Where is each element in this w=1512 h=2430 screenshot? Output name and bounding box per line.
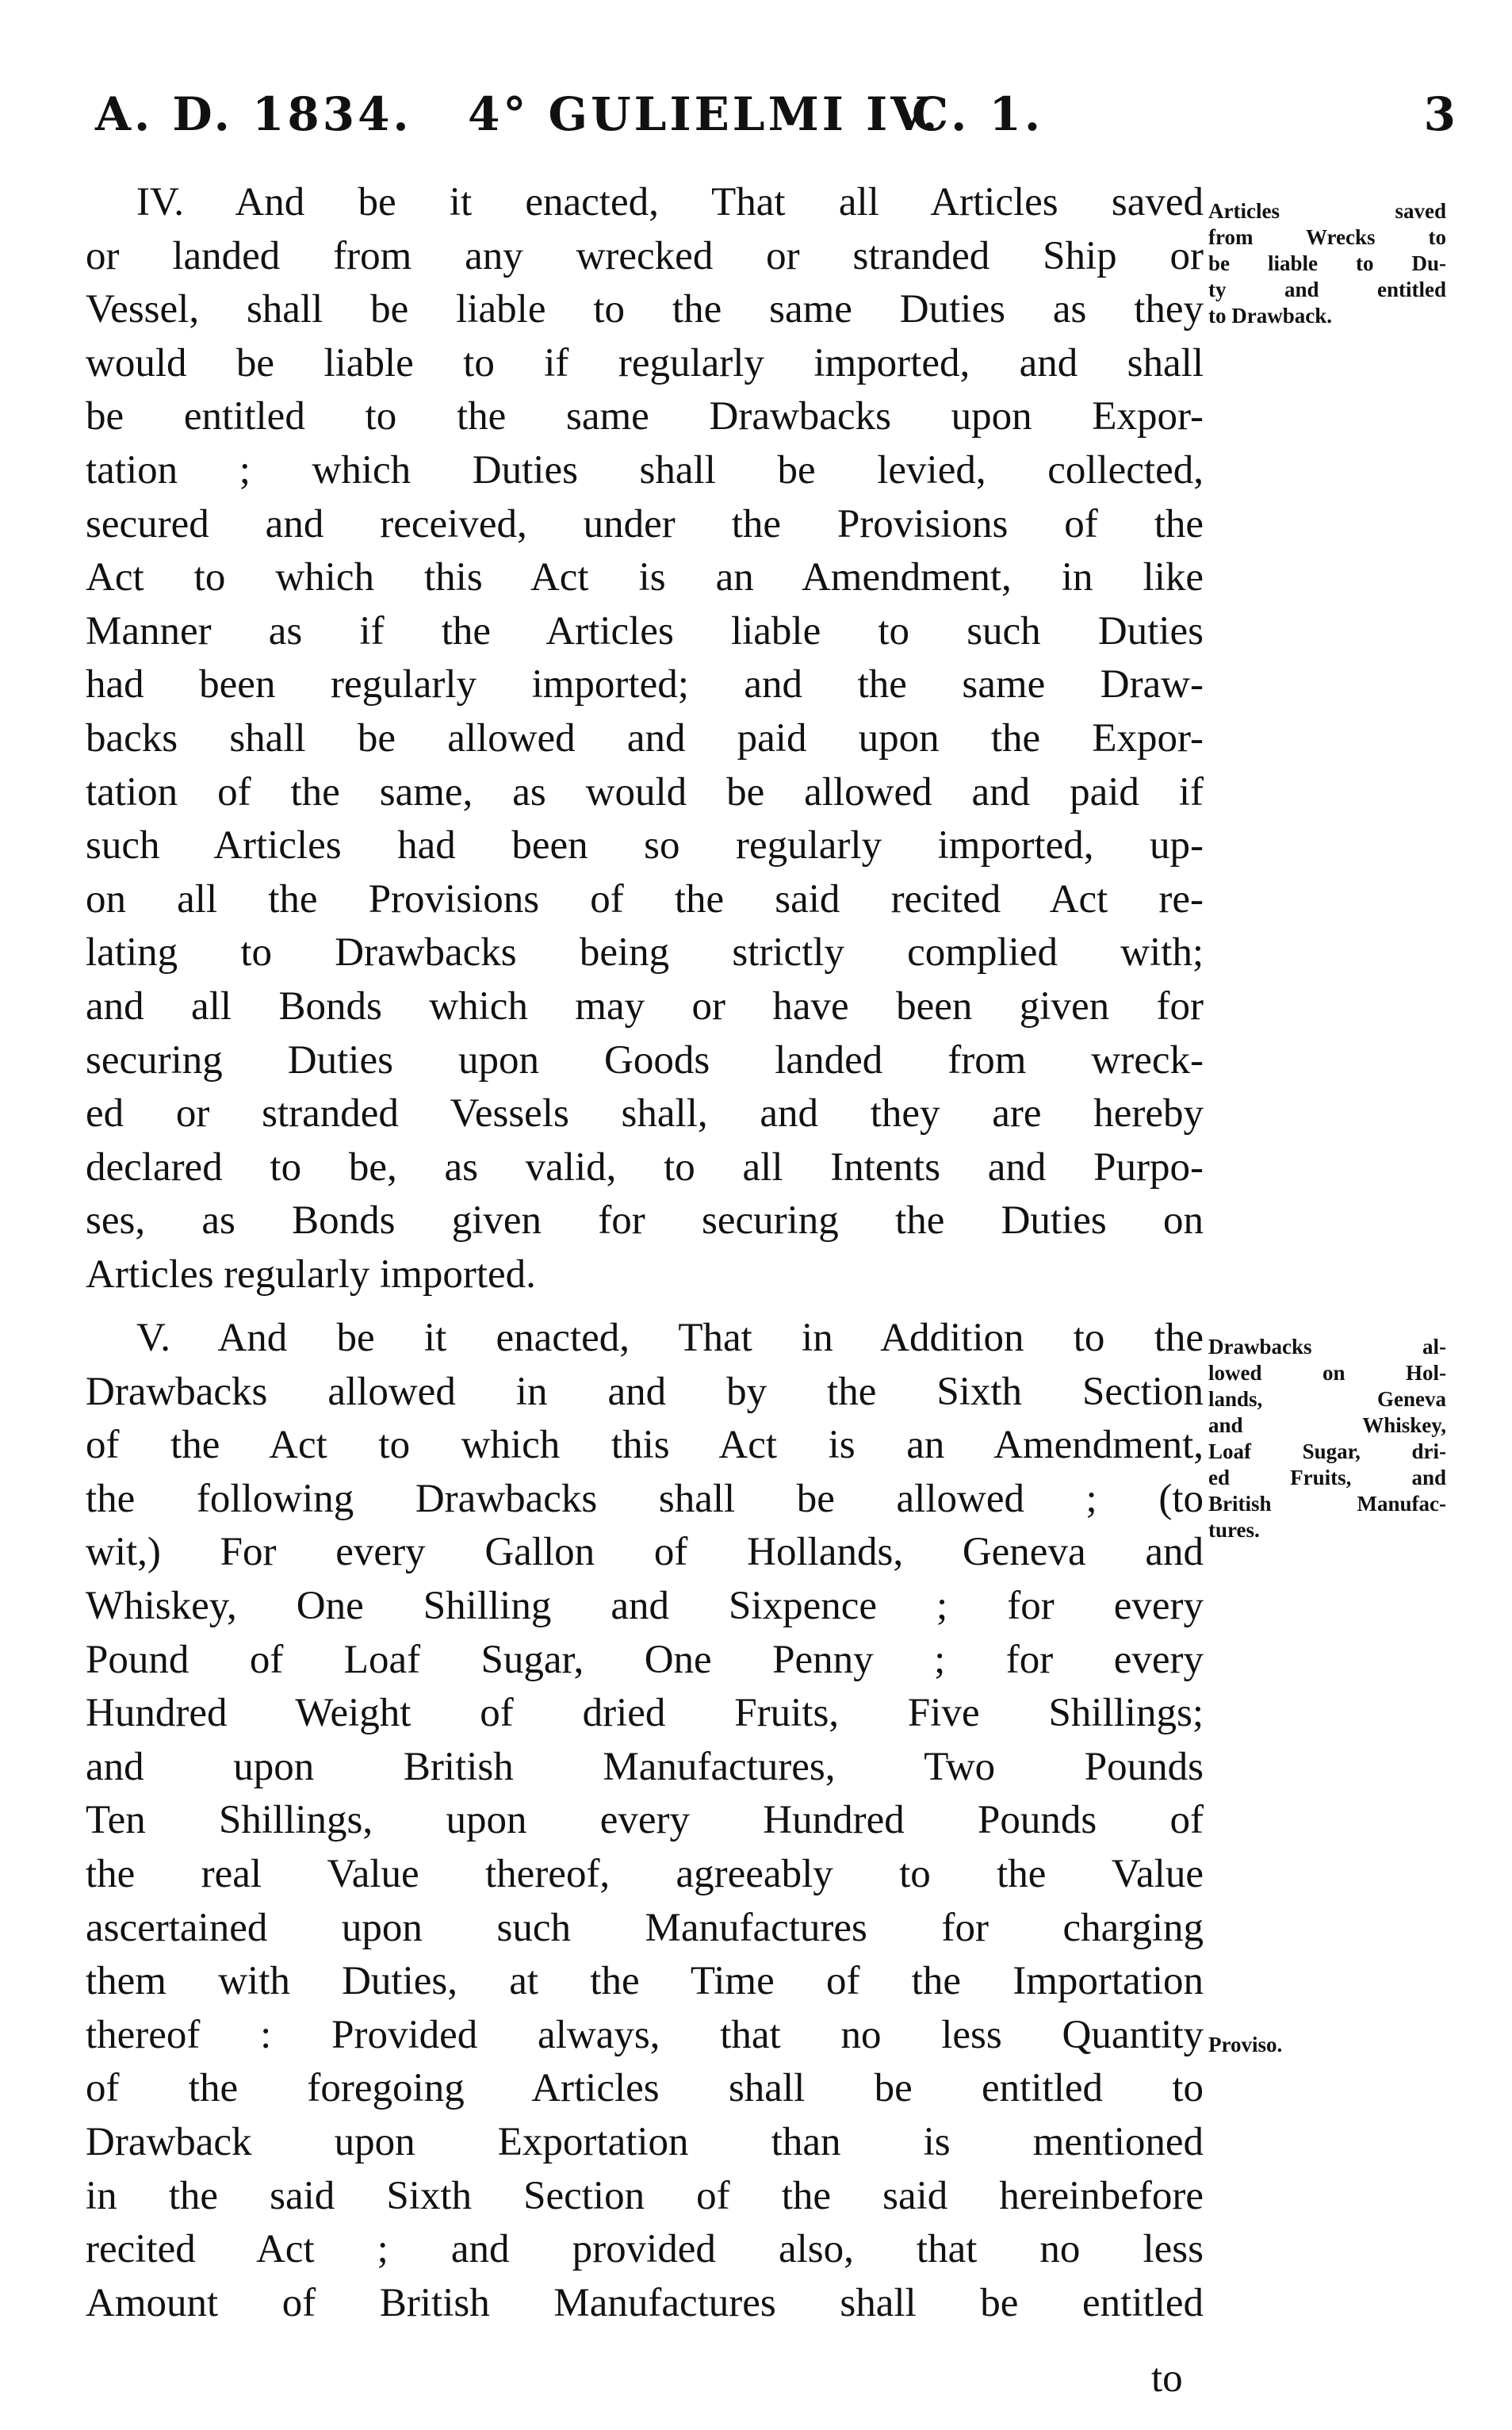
header-year: A. D. 1834. <box>95 87 412 141</box>
text-line: ascertained upon such Manufactures for charging <box>86 1905 1204 1950</box>
margin-note-line: Loaf Sugar, dri- <box>1208 1439 1446 1463</box>
text-line: declared to be, as valid, to all Intents and Purpo- <box>86 1144 1204 1190</box>
text-line: Whiskey, One Shilling and Sixpence ; for every <box>86 1583 1204 1628</box>
text-line: and all Bonds which may or have been given for <box>86 983 1204 1029</box>
margin-note-line: Articles saved <box>1208 199 1446 223</box>
text-line: Manner as if the Articles liable to such Duties <box>86 608 1204 653</box>
text-line: of the Act to which this Act is an Amendment, <box>86 1423 1204 1468</box>
margin-note-line: Proviso. <box>1208 2033 1283 2056</box>
section-iv-text <box>86 176 1204 1301</box>
margin-note-line: ed Fruits, and <box>1208 1466 1446 1489</box>
margin-note-line: lowed on Hol- <box>1208 1361 1446 1385</box>
text-line: thereof : Provided always, that no less Quantity <box>86 2012 1204 2057</box>
margin-note-line: and Whiskey, <box>1208 1413 1446 1437</box>
catchword: to <box>1151 2356 1183 2401</box>
text-line: had been regularly imported; and the same Draw- <box>86 662 1204 707</box>
text-line: them with Duties, at the Time of the Importation <box>86 1959 1204 2004</box>
text-line: Ten Shillings, upon every Hundred Pounds of <box>86 1798 1204 1843</box>
text-line: such Articles had been so regularly imported, up- <box>86 823 1204 868</box>
margin-note-line: lands, Geneva <box>1208 1387 1446 1411</box>
margin-note-line: to Drawback. <box>1208 304 1332 328</box>
margin-note-section-iv <box>1208 198 1446 329</box>
text-line: securing Duties upon Goods landed from wreck- <box>86 1037 1204 1083</box>
text-line: IV. And be it enacted, That all Articles saved <box>136 180 1204 224</box>
text-line: Pound of Loaf Sugar, One Penny ; for every <box>86 1637 1204 1682</box>
margin-note-line: tures. <box>1208 1518 1260 1542</box>
text-line: Articles regularly imported. <box>86 1251 536 1297</box>
header-reign: 4° GULIELMI IV. <box>468 87 941 141</box>
text-line: Drawback upon Exportation than is mentioned <box>86 2119 1204 2164</box>
text-line: be entitled to the same Drawbacks upon Expor- <box>86 394 1204 439</box>
margin-note-proviso <box>1208 2032 1446 2058</box>
text-line: secured and received, under the Provisions of the <box>86 501 1204 546</box>
text-line: recited Act ; and provided also, that no less <box>86 2227 1204 2272</box>
text-line: V. And be it enacted, That in Addition to the <box>136 1316 1204 1360</box>
text-line: would be liable to if regularly imported, and shall <box>86 340 1204 385</box>
text-line: tation of the same, as would be allowed and paid if <box>86 769 1204 814</box>
page-number: 3 <box>1423 87 1459 141</box>
text-line: tation ; which Duties shall be levied, collected, <box>86 447 1204 493</box>
margin-note-section-v <box>1208 1334 1446 1543</box>
text-line: Amount of British Manufactures shall be entitled <box>86 2280 1204 2325</box>
margin-note-line: Drawbacks al- <box>1208 1335 1446 1359</box>
text-line: Hundred Weight of dried Fruits, Five Shillings; <box>86 1691 1204 1736</box>
text-line: in the said Sixth Section of the said hereinbefore <box>86 2173 1204 2218</box>
margin-note-line: ty and entitled <box>1208 278 1446 301</box>
text-line: the real Value thereof, agreeably to the Value <box>86 1851 1204 1896</box>
text-line: ses, as Bonds given for securing the Duties on <box>86 1198 1204 1244</box>
margin-note-line: British Manufac- <box>1208 1492 1446 1516</box>
header-chapter: C. 1. <box>912 87 1044 141</box>
text-line: lating to Drawbacks being strictly complied with; <box>86 930 1204 975</box>
margin-note-line: from Wrecks to <box>1208 225 1446 249</box>
text-line: Vessel, shall be liable to the same Duties as they <box>86 287 1204 332</box>
text-line: backs shall be allowed and paid upon the Expor- <box>86 715 1204 761</box>
text-line: wit,) For every Gallon of Hollands, Geneva and <box>86 1530 1204 1575</box>
text-line: on all the Provisions of the said recited Act re- <box>86 876 1204 922</box>
text-line: of the foregoing Articles shall be entitled to <box>86 2066 1204 2111</box>
text-line: Drawbacks allowed in and by the Sixth Section <box>86 1369 1204 1414</box>
section-v-text <box>86 1312 1204 2330</box>
margin-note-line: be liable to Du- <box>1208 251 1446 275</box>
text-line: or landed from any wrecked or stranded Ship or <box>86 233 1204 278</box>
text-line: and upon British Manufactures, Two Pounds <box>86 1744 1204 1789</box>
text-line: ed or stranded Vessels shall, and they are hereby <box>86 1091 1204 1136</box>
running-header <box>95 87 1459 159</box>
text-line: Act to which this Act is an Amendment, in like <box>86 555 1204 600</box>
text-line: the following Drawbacks shall be allowed ; (to <box>86 1476 1204 1521</box>
